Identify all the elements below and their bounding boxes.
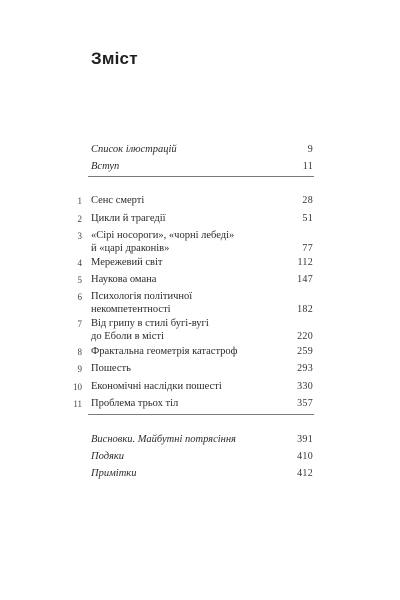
page-number: 357 xyxy=(297,398,313,409)
page-title: Зміст xyxy=(91,49,138,68)
page-number: 293 xyxy=(297,363,313,374)
entry-title: Економічні наслідки пошесті xyxy=(91,381,222,392)
entry-title: Список ілюстрацій xyxy=(91,144,177,155)
entry-title: Вступ xyxy=(91,161,120,172)
entry-title: Психологія політичної некомпетентності xyxy=(91,291,193,315)
page-number: 112 xyxy=(297,257,313,268)
divider-bottom xyxy=(88,414,314,415)
page-number: 259 xyxy=(297,346,313,357)
page-number: 51 xyxy=(302,213,313,224)
page-number: 9 xyxy=(307,144,313,155)
chapter-number: 9 xyxy=(77,364,82,374)
page-number: 391 xyxy=(297,434,313,445)
entry-title: Мережевий світ xyxy=(91,257,163,268)
divider-top xyxy=(88,176,314,177)
page-number: 28 xyxy=(302,195,313,206)
entry-title: Фрактальна геометрія катастроф xyxy=(91,346,238,357)
chapter-number: 3 xyxy=(77,231,82,241)
page-number: 330 xyxy=(297,381,313,392)
chapter-number: 4 xyxy=(77,258,82,268)
entry-title: «Сірі носороги», «чорні лебеді» й «царі драконів» xyxy=(91,230,235,254)
page-number: 147 xyxy=(297,274,313,285)
chapter-number: 7 xyxy=(77,319,82,329)
entry-title: Примітки xyxy=(91,468,137,479)
chapter-number: 5 xyxy=(77,275,82,285)
entry-title: Цикли й трагедії xyxy=(91,213,166,224)
chapter-number: 11 xyxy=(73,399,82,409)
entry-title: Подяки xyxy=(91,451,125,462)
chapter-number: 2 xyxy=(77,214,82,224)
chapter-number: 8 xyxy=(77,347,82,357)
page-number: 412 xyxy=(297,468,313,479)
page-number: 11 xyxy=(302,161,313,172)
page-number: 220 xyxy=(297,331,313,342)
entry-title: Сенс смерті xyxy=(91,195,145,206)
chapter-number: 10 xyxy=(73,382,82,392)
entry-title: Пошесть xyxy=(91,363,131,374)
entry-title: Наукова омана xyxy=(91,274,157,285)
chapter-number: 1 xyxy=(77,196,82,206)
entry-title: Проблема трьох тіл xyxy=(91,398,179,409)
page-number: 182 xyxy=(297,304,313,315)
entry-title: Від грипу в стилі бугі-вугі до Еболи в місті xyxy=(91,318,209,342)
chapter-number: 6 xyxy=(77,292,82,302)
page-number: 77 xyxy=(302,243,313,254)
page-number: 410 xyxy=(297,451,313,462)
entry-title: Висновки. Майбутні потрясіння xyxy=(91,434,236,445)
